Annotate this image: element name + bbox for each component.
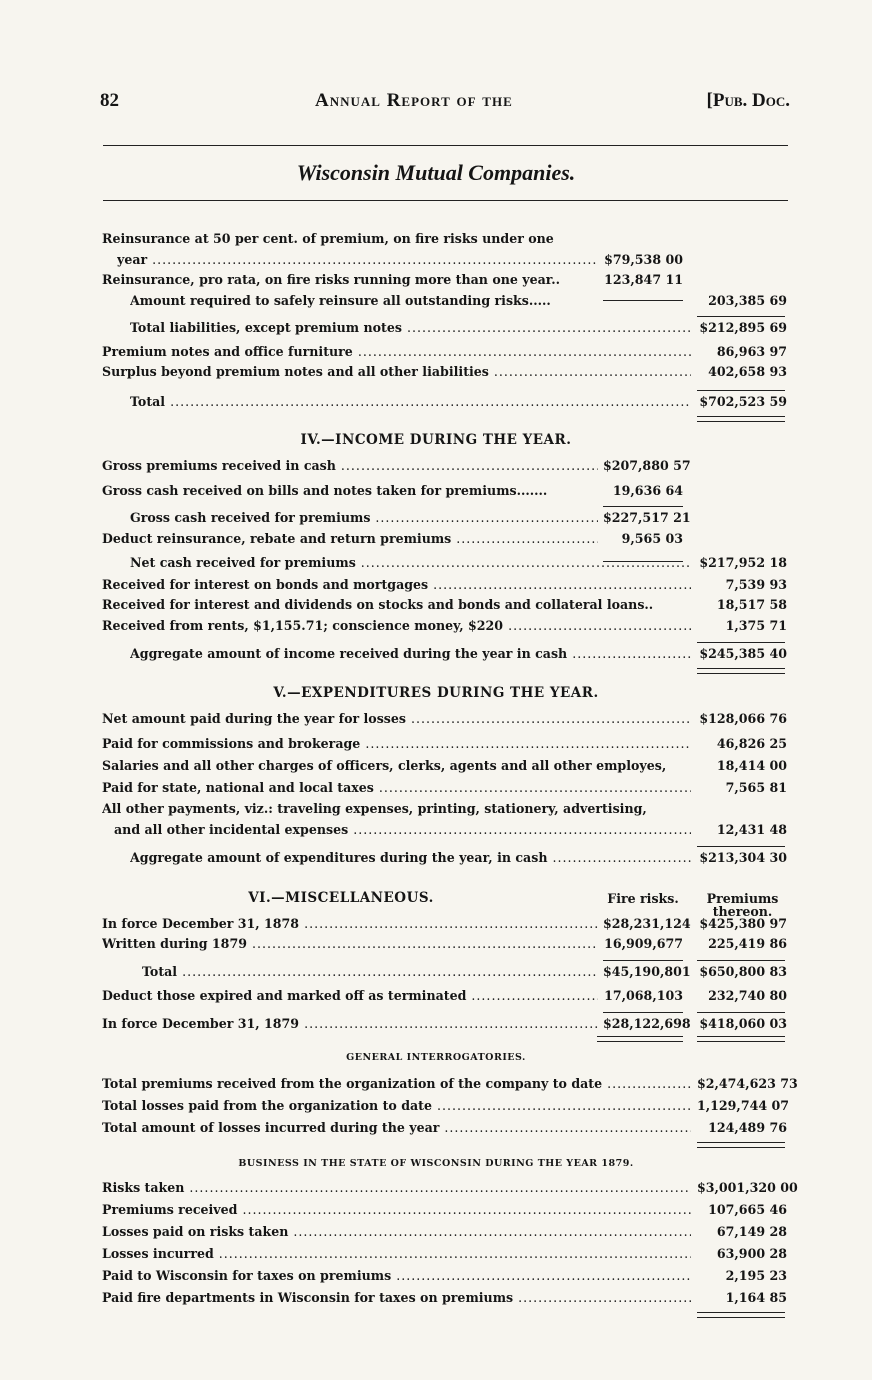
row-label: Gross cash received for premiums ..... [130,508,598,528]
row-label: Gross premiums received in cash ..... [102,456,598,476]
ledger-row [0,934,872,954]
sum-rule [603,960,683,961]
ledger-row [0,1288,872,1308]
column-header-fire-risks: Fire risks. [607,891,679,906]
ledger-row [0,229,872,249]
row-label: year ..... [117,250,598,270]
row-amount-primary: 19,636 64 [612,483,683,498]
row-label: All other payments, viz.: traveling expenses, printing, stationery, advertising, [102,801,647,816]
pub-doc-label: [Pub. Doc. [706,90,790,111]
double-rule [697,1312,785,1318]
ledger-row [0,914,872,934]
row-amount-total: $425,380 97 [699,916,787,931]
row-amount-primary: $45,190,801 [603,964,691,979]
header-rule [103,145,788,146]
row-amount-total: 12,431 48 [716,822,787,837]
row-label: and all other incidental expenses ..... [114,820,691,840]
ledger-row [0,962,872,982]
row-label: Amount required to safely reinsure all outstanding risks..... [130,293,551,308]
ledger-row [0,250,872,270]
row-amount-total: 7,565 81 [725,780,787,795]
row-amount-total: 86,963 97 [716,344,787,359]
sum-rule [603,1012,683,1013]
row-amount-total: 2,195 23 [725,1268,787,1283]
row-label: Surplus beyond premium notes and all other liabilities ..... [102,362,691,382]
page-number: 82 [100,90,119,111]
subtitle-rule [103,200,788,201]
ledger-row [0,270,872,290]
sum-rule [697,642,785,643]
section-general-heading: GENERAL INTERROGATORIES. [346,1052,526,1063]
row-amount-total: 1,375 71 [725,618,787,633]
ledger-row [0,986,872,1006]
double-rule [597,1036,683,1042]
ledger-row [0,553,872,573]
row-amount-primary: $227,517 21 [603,510,691,525]
section-income-heading: IV.—INCOME DURING THE YEAR. [300,432,572,448]
page-header [100,90,790,114]
ledger-row [0,291,872,311]
double-rule [697,1142,785,1148]
row-amount-total: $3,001,320 00 [697,1180,798,1195]
row-amount-total: 225,419 86 [708,936,787,951]
row-label: Paid for commissions and brokerage ..... [102,734,691,754]
row-label: Total liabilities, except premium notes ..... [130,318,691,338]
sum-rule [697,846,785,847]
ledger-row [0,1096,872,1116]
ledger-row [0,734,872,754]
ledger-row [0,595,872,615]
page-subtitle: Wisconsin Mutual Companies. [296,160,576,185]
row-amount-total: 107,665 46 [708,1202,787,1217]
row-label: Reinsurance, pro rata, on fire risks running more than one year.. [102,272,561,287]
ledger-row [0,1266,872,1286]
row-amount-total: $217,952 18 [699,555,787,570]
row-amount-total: $2,474,623 73 [697,1076,798,1091]
row-amount-primary: $28,122,698 [603,1016,691,1031]
section-misc-heading: VI.—MISCELLANEOUS. [248,890,434,906]
row-amount-total: 124,489 76 [708,1120,787,1135]
row-label: Total ..... [142,962,598,982]
row-amount-total: 67,149 28 [716,1224,787,1239]
row-amount-total: 1,164 85 [725,1290,787,1305]
ledger-row [0,1074,872,1094]
row-amount-total: 1,129,744 07 [697,1098,790,1113]
ledger-row [0,616,872,636]
row-amount-primary: $79,538 00 [604,252,683,267]
ledger-row [0,1178,872,1198]
ledger-row [0,1222,872,1242]
ledger-row [0,1244,872,1264]
row-amount-total: 18,414 00 [716,758,787,773]
dash-rule [603,561,683,562]
column-header-premiums: Premiums thereon. [706,891,779,919]
ledger-row [0,392,872,412]
ledger-row [0,644,872,664]
row-amount-total: 402,658 93 [708,364,787,379]
row-label: Reinsurance at 50 per cent. of premium, on fire risks under one [102,231,554,246]
row-label: Gross cash received on bills and notes taken for premiums....... [102,483,548,498]
row-label: Premium notes and office furniture ..... [102,342,691,362]
ledger-row [0,820,872,840]
ledger-row [0,481,872,501]
row-amount-total: $650,800 83 [699,964,787,979]
row-label: Risks taken ..... [102,1178,691,1198]
ledger-row [0,778,872,798]
row-label: Total losses paid from the organization to date ..... [102,1096,691,1116]
ledger-row [0,848,872,868]
row-label: Received from rents, $1,155.71; conscience money, $220 ..... [102,616,691,636]
ledger-row [0,756,872,776]
row-label: Premiums received ..... [102,1200,691,1220]
row-amount-total: $128,066 76 [699,711,787,726]
row-amount-primary: 123,847 11 [604,272,683,287]
double-rule [697,668,785,674]
row-label: Received for interest on bonds and mortgages ..... [102,575,691,595]
row-amount-total: 46,826 25 [716,736,787,751]
sum-rule [697,316,785,317]
sum-rule [697,390,785,391]
ledger-row [0,529,872,549]
row-amount-primary: 16,909,677 [604,936,683,951]
sum-rule [697,1012,785,1013]
row-amount-total: $212,895 69 [699,320,787,335]
row-label: Total premiums received from the organization of the company to date ..... [102,1074,691,1094]
row-label: Losses paid on risks taken ..... [102,1222,691,1242]
row-amount-total: $418,060 03 [699,1016,787,1031]
row-label: Total ..... [130,392,691,412]
row-label: Aggregate amount of income received during the year in cash ..... [130,644,691,664]
row-label: Total amount of losses incurred during the year ..... [102,1118,691,1138]
ledger-row [0,1118,872,1138]
row-amount-total: $702,523 59 [699,394,787,409]
ledger-row [0,508,872,528]
ledger-row [0,1200,872,1220]
double-rule [697,416,785,422]
row-amount-primary: $207,880 57 [603,458,691,473]
row-amount-total: $245,385 40 [699,646,787,661]
ledger-row [0,709,872,729]
row-amount-primary: 9,565 03 [621,531,683,546]
ledger-row [0,575,872,595]
row-label: Paid fire departments in Wisconsin for taxes on premiums ..... [102,1288,691,1308]
row-label: Paid for state, national and local taxes ..... [102,778,691,798]
section-expenditures-heading: V.—EXPENDITURES DURING THE YEAR. [273,685,599,701]
row-label: Aggregate amount of expenditures during the year, in cash ..... [130,848,691,868]
row-amount-total: 63,900 28 [716,1246,787,1261]
row-label: Received for interest and dividends on stocks and bonds and collateral loans.. [102,597,654,612]
row-amount-primary: 17,068,103 [604,988,683,1003]
row-label: Written during 1879 ..... [102,934,598,954]
row-amount-total: 18,517 58 [716,597,787,612]
dash-rule [603,300,683,301]
row-label: Deduct those expired and marked off as terminated ..... [102,986,598,1006]
row-label: Losses incurred ..... [102,1244,691,1264]
row-label: Net amount paid during the year for losses ..... [102,709,691,729]
ledger-row [0,456,872,476]
double-rule [697,1036,785,1042]
row-amount-total: $213,304 30 [699,850,787,865]
ledger-row [0,1014,872,1034]
ledger-row [0,799,872,819]
row-label: Net cash received for premiums ..... [130,553,691,573]
row-amount-primary: $28,231,124 [603,916,691,931]
row-amount-total: 203,385 69 [708,293,787,308]
section-business-heading: BUSINESS IN THE STATE OF WISCONSIN DURING THE YEAR 1879. [238,1158,634,1169]
ledger-row [0,342,872,362]
row-label: Paid to Wisconsin for taxes on premiums ..... [102,1266,691,1286]
ledger-row [0,318,872,338]
running-title: Annual Report of the [315,90,513,111]
row-amount-total: 232,740 80 [708,988,787,1003]
sum-rule [603,506,683,507]
row-label: Deduct reinsurance, rebate and return premiums ..... [102,529,598,549]
row-label: In force December 31, 1878 ..... [102,914,598,934]
row-label: In force December 31, 1879 ..... [102,1014,598,1034]
row-amount-total: 7,539 93 [725,577,787,592]
sum-rule [697,960,785,961]
ledger-row [0,362,872,382]
row-label: Salaries and all other charges of officers, clerks, agents and all other employes, [102,758,667,773]
